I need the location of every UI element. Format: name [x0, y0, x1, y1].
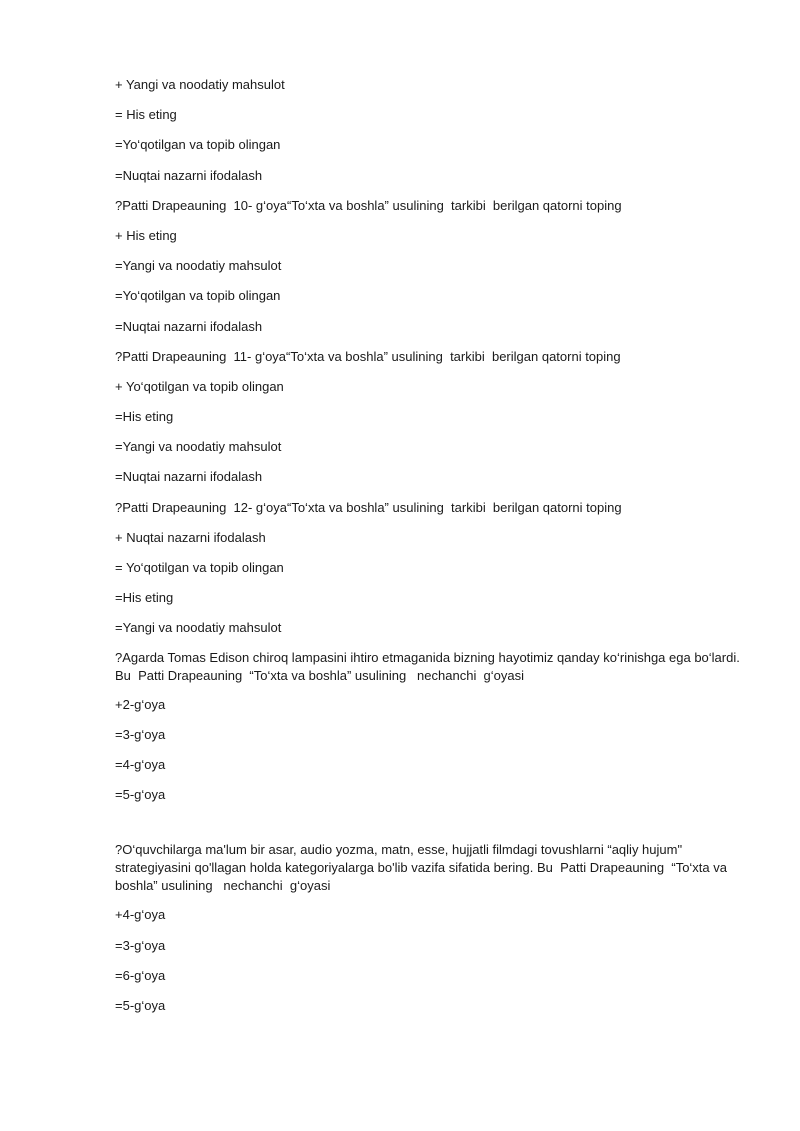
answer-line: = Yo‘qotilgan va topib olingan	[115, 560, 284, 575]
answer-line: =Yangi va noodatiy mahsulot	[115, 439, 282, 455]
question-line: ?Patti Drapeauning 11- g‘oya“To‘xta va boshla” usulining tarkibi berilgan qatorni toping	[115, 348, 621, 364]
answer-line: =5-g‘oya	[115, 997, 166, 1013]
answer-line: + Yangi va noodatiy mahsulot	[115, 77, 285, 92]
answer-line: +4-g‘oya	[115, 907, 166, 923]
answer-line: + His eting	[115, 227, 177, 243]
question-line: ?Patti Drapeauning 12- g‘oya“To‘xta va boshla” usulining tarkibi berilgan qatorni toping	[115, 499, 622, 515]
answer-line: = His eting	[115, 107, 177, 123]
answer-line: =3-g‘oya	[115, 937, 166, 953]
answer-line: =5-g‘oya	[115, 787, 166, 803]
answer-line: =Nuqtai nazarni ifodalash	[115, 167, 263, 183]
answer-line: +2-g‘oya	[115, 696, 166, 712]
answer-line: =His eting	[115, 590, 174, 606]
answer-line: =Nuqtai nazarni ifodalash	[115, 318, 263, 334]
answer-line: =His eting	[115, 409, 174, 425]
document-body	[115, 75, 755, 1026]
answer-line: =Yo‘qotilgan va topib olingan	[115, 288, 281, 304]
answer-line: =4-g‘oya	[115, 756, 166, 772]
answer-line: =Yo‘qotilgan va topib olingan	[115, 137, 281, 153]
answer-line: =3-g‘oya	[115, 726, 166, 742]
question-readers: ?O‘quvchilarga ma'lum bir asar, audio yozma, matn, esse, hujjatli filmdagi tovushlarni “aqliy hujum" strategiyasini qo'llagan holda kategoriyalarga bo'lib vazifa sifatida bering. Bu Patti Drapeauning “To‘xta va boshla” usulining nechanchi g‘oyasi	[115, 842, 731, 894]
answer-line: =Yangi va noodatiy mahsulot	[115, 258, 282, 274]
question-line: ?Patti Drapeauning 10- g‘oya“To‘xta va boshla” usulining tarkibi berilgan qatorni toping	[115, 197, 622, 213]
paragraph-gap	[115, 815, 755, 841]
answer-line: + Nuqtai nazarni ifodalash	[115, 529, 266, 545]
answer-line: + Yo‘qotilgan va topib olingan	[115, 378, 284, 394]
answer-line: =6-g‘oya	[115, 967, 166, 983]
answer-line: =Nuqtai nazarni ifodalash	[115, 469, 263, 485]
question-edison: ?Agarda Tomas Edison chiroq lampasini ihtiro etmaganida bizning hayotimiz qanday ko‘rinishga ega bo‘lardi. Bu Patti Drapeauning “To‘xta va boshla” usulining nechanchi g‘oyasi	[115, 649, 744, 683]
answer-line: =Yangi va noodatiy mahsulot	[115, 620, 282, 636]
